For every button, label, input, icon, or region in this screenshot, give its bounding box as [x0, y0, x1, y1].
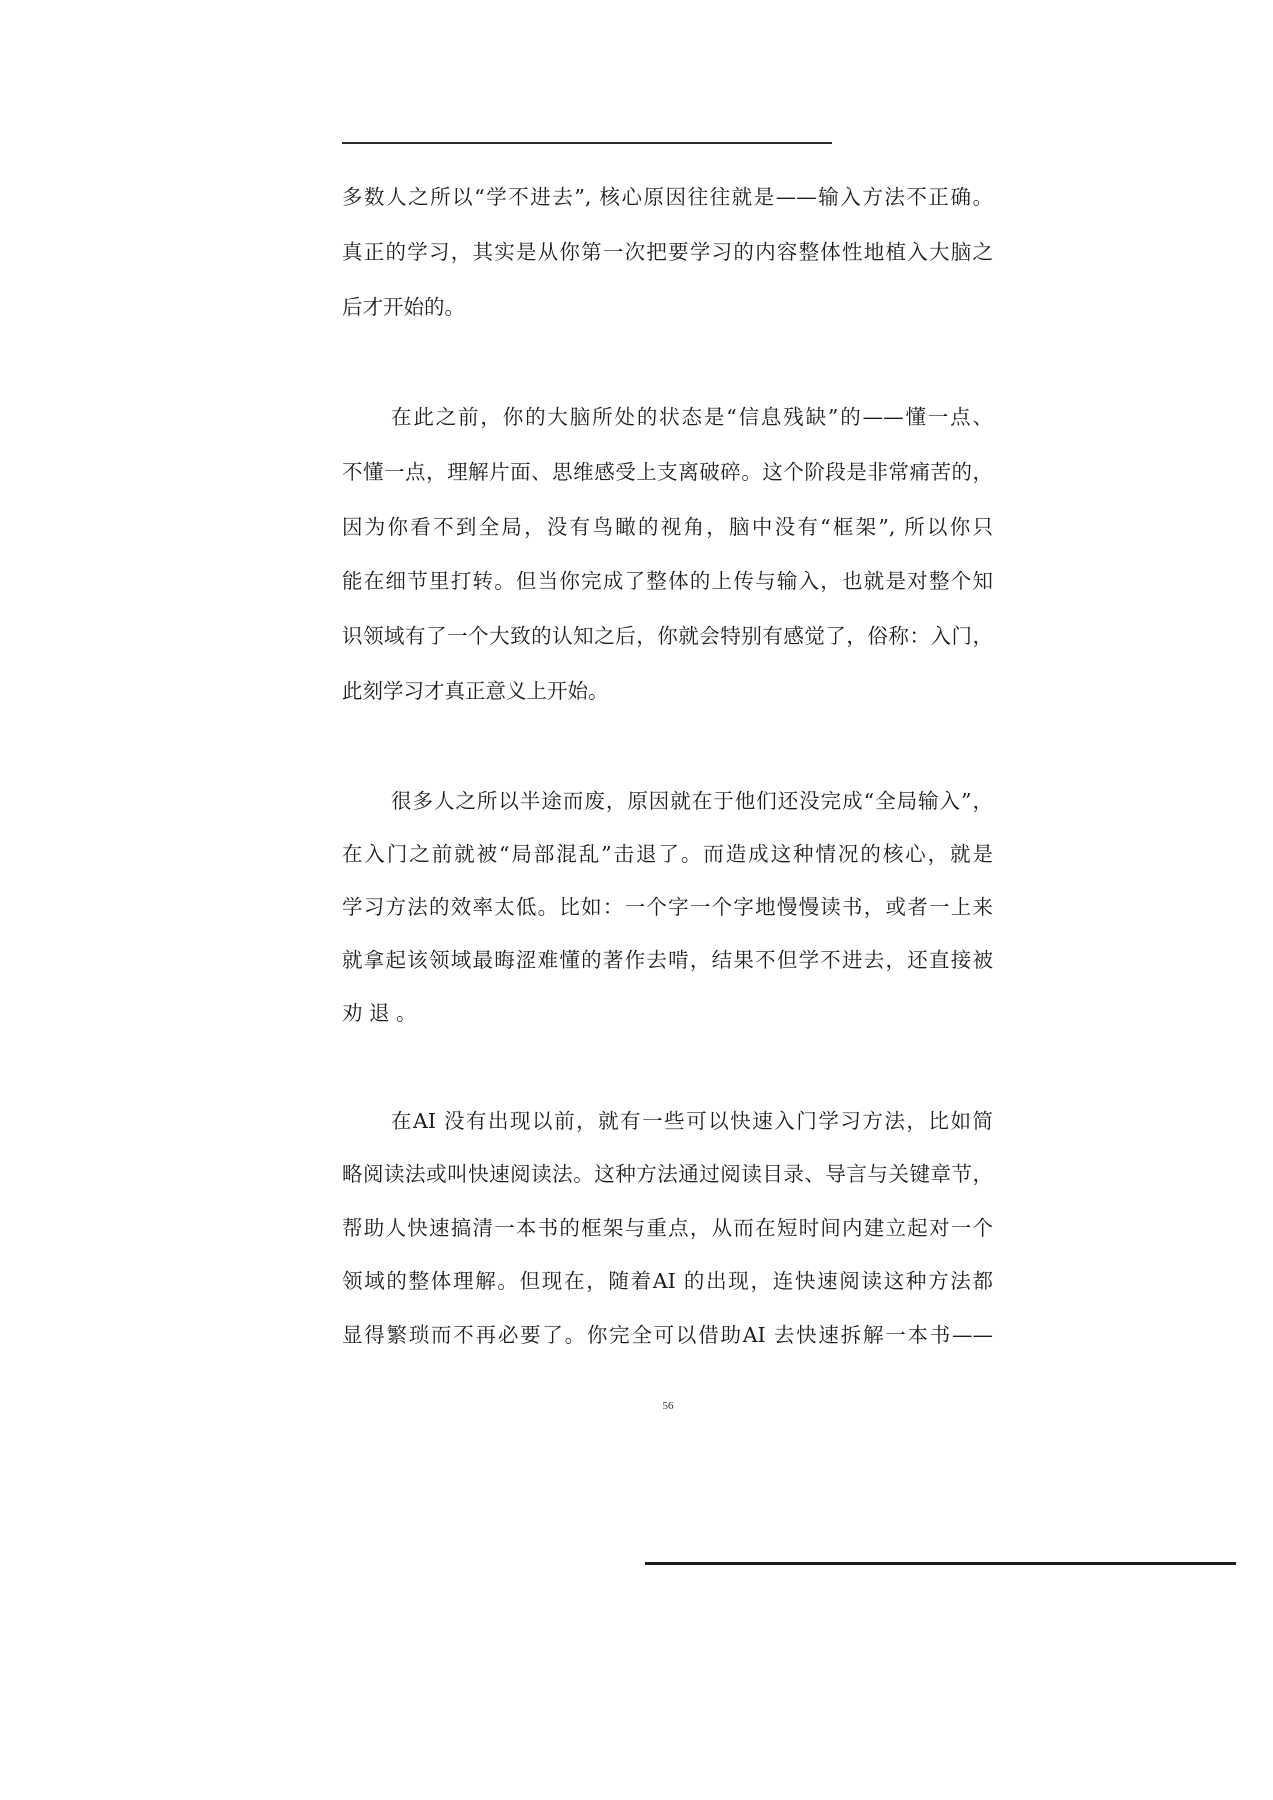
- text-line: 在入门之前就被“局部混乱”击退了。而造成这种情况的核心，就是: [342, 842, 993, 867]
- text-line: 真正的学习，其实是从你第一次把要学习的内容整体性地植入大脑之: [342, 240, 993, 264]
- header-rule: [342, 142, 832, 144]
- text-line: 因为你看不到全局，没有鸟瞰的视角，脑中没有“框架”, 所以你只: [342, 514, 993, 539]
- text-line: 帮助人快速搞清一本书的框架与重点，从而在短时间内建立起对一个: [342, 1215, 993, 1240]
- text-line: 学习方法的效率太低。比如：一个字一个字地慢慢读书，或者一上来: [342, 895, 993, 920]
- text-line: 略阅读法或叫快速阅读法。这种方法通过阅读目录、导言与关键章节，: [342, 1162, 993, 1187]
- page-number: 56: [662, 1400, 674, 1412]
- text-line: 在AI 没有出现以前，就有一些可以快速入门学习方法，比如简: [391, 1109, 993, 1133]
- paragraph: [342, 390, 993, 719]
- text-line: 后才开始的。: [342, 295, 465, 319]
- footer-rule: [645, 1562, 1236, 1565]
- paragraph: [342, 170, 993, 335]
- paragraph: [342, 775, 993, 1040]
- text-line: 很多人之所以半途而废，原因就在于他们还没完成“全局输入”，: [391, 789, 993, 813]
- text-line: 在此之前，你的大脑所处的状态是“信息残缺”的——懂一点、: [391, 405, 993, 429]
- text-line: 就拿起该领域最晦涩难懂的著作去啃，结果不但学不进去，还直接被: [342, 948, 993, 973]
- text-line: 此刻学习才真正意义上开始。: [342, 678, 609, 703]
- paragraph: [342, 1095, 993, 1362]
- text-line: 多数人之所以“学不进去”, 核心原因往往就是——输入方法不正确。: [342, 185, 993, 209]
- text-line: 劝 退 。: [342, 1001, 417, 1026]
- text-line: 显得繁琐而不再必要了。你完全可以借助AI 去快速拆解一本书——: [342, 1322, 993, 1347]
- text-line: 识领域有了一个大致的认知之后，你就会特别有感觉了，俗称：入门，: [342, 624, 993, 649]
- text-line: 能在细节里打转。但当你完成了整体的上传与输入，也就是对整个知: [342, 569, 993, 594]
- text-line: 领域的整体理解。但现在，随着AI 的出现，连快速阅读这种方法都: [342, 1269, 993, 1294]
- text-line: 不懂一点，理解片面、思维感受上支离破碎。这个阶段是非常痛苦的，: [342, 459, 993, 484]
